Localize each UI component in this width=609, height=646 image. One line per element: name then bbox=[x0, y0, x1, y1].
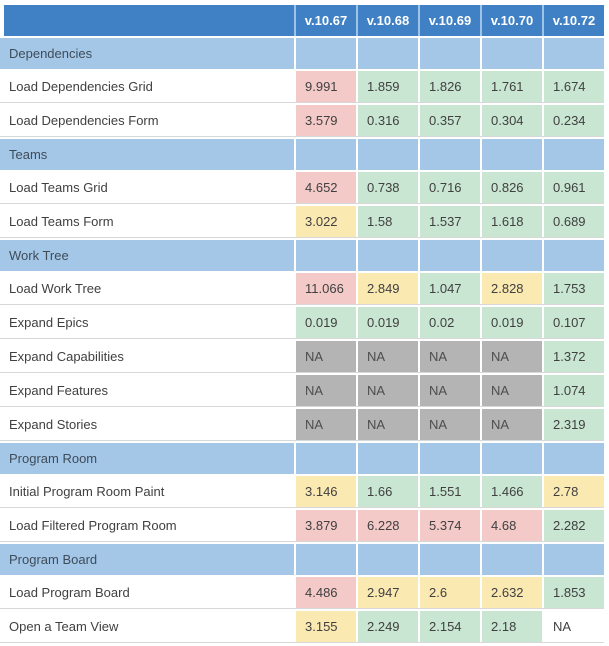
section-empty-cell bbox=[544, 240, 604, 271]
section-header-row bbox=[0, 240, 604, 271]
metric-value-cell: 0.02 bbox=[420, 307, 480, 338]
metric-row bbox=[0, 273, 604, 305]
metric-value-cell: 1.826 bbox=[420, 71, 480, 102]
metric-value-cell: 3.879 bbox=[296, 510, 356, 541]
version-column-header: v.10.69 bbox=[420, 5, 480, 36]
metric-value-cell: 2.828 bbox=[482, 273, 542, 304]
metric-value-cell: 2.249 bbox=[358, 611, 418, 642]
metric-value-cell: 1.58 bbox=[358, 206, 418, 237]
section-empty-cell bbox=[296, 443, 356, 474]
metric-value-cell: 1.466 bbox=[482, 476, 542, 507]
metric-value-cell: 2.947 bbox=[358, 577, 418, 608]
metric-row bbox=[0, 476, 604, 508]
metric-value-cell: 0.738 bbox=[358, 172, 418, 203]
metric-value-cell: 0.019 bbox=[358, 307, 418, 338]
section-empty-cell bbox=[482, 240, 542, 271]
section-header-row bbox=[0, 544, 604, 575]
metric-label: Load Work Tree bbox=[0, 273, 294, 304]
section-empty-cell bbox=[420, 139, 480, 170]
section-empty-cell bbox=[420, 38, 480, 69]
metric-value-cell: 2.849 bbox=[358, 273, 418, 304]
metric-value-cell: 3.146 bbox=[296, 476, 356, 507]
section-header-row bbox=[0, 139, 604, 170]
metric-value-cell: 2.78 bbox=[544, 476, 604, 507]
section-title: Work Tree bbox=[0, 240, 294, 271]
header-spacer-cell bbox=[4, 5, 294, 36]
version-column-header: v.10.70 bbox=[482, 5, 542, 36]
metric-label: Load Teams Form bbox=[0, 206, 294, 237]
metric-value-cell: NA bbox=[482, 375, 542, 406]
section-empty-cell bbox=[420, 240, 480, 271]
metric-label: Initial Program Room Paint bbox=[0, 476, 294, 507]
metric-value-cell: 0.019 bbox=[482, 307, 542, 338]
section-empty-cell bbox=[544, 139, 604, 170]
metric-value-cell: NA bbox=[482, 341, 542, 372]
section-empty-cell bbox=[420, 443, 480, 474]
metric-value-cell: NA bbox=[358, 409, 418, 440]
metric-value-cell: NA bbox=[296, 375, 356, 406]
metric-value-cell: NA bbox=[420, 375, 480, 406]
section-title: Teams bbox=[0, 139, 294, 170]
section-title: Dependencies bbox=[0, 38, 294, 69]
metric-value-cell: 2.154 bbox=[420, 611, 480, 642]
section-empty-cell bbox=[296, 544, 356, 575]
section-empty-cell bbox=[482, 544, 542, 575]
metric-value-cell: NA bbox=[358, 341, 418, 372]
section-empty-cell bbox=[358, 139, 418, 170]
metric-value-cell: 0.316 bbox=[358, 105, 418, 136]
metric-row bbox=[0, 611, 604, 643]
metric-row bbox=[0, 409, 604, 441]
metric-label: Open a Team View bbox=[0, 611, 294, 642]
metric-value-cell: 1.66 bbox=[358, 476, 418, 507]
metric-value-cell: NA bbox=[358, 375, 418, 406]
metric-value-cell: 3.579 bbox=[296, 105, 356, 136]
metric-value-cell: 6.228 bbox=[358, 510, 418, 541]
metric-value-cell: 1.047 bbox=[420, 273, 480, 304]
section-empty-cell bbox=[358, 240, 418, 271]
section-empty-cell bbox=[358, 38, 418, 69]
metric-value-cell: 1.761 bbox=[482, 71, 542, 102]
metric-row bbox=[0, 172, 604, 204]
metric-value-cell: 0.357 bbox=[420, 105, 480, 136]
section-empty-cell bbox=[482, 38, 542, 69]
section-empty-cell bbox=[482, 443, 542, 474]
metric-label: Load Program Board bbox=[0, 577, 294, 608]
metric-value-cell: 4.652 bbox=[296, 172, 356, 203]
metric-value-cell: 4.68 bbox=[482, 510, 542, 541]
metric-label: Load Teams Grid bbox=[0, 172, 294, 203]
metric-value-cell: 0.826 bbox=[482, 172, 542, 203]
metric-value-cell: 9.991 bbox=[296, 71, 356, 102]
metric-value-cell: NA bbox=[482, 409, 542, 440]
section-header-row bbox=[0, 38, 604, 69]
metric-value-cell: 2.18 bbox=[482, 611, 542, 642]
metric-value-cell: 2.319 bbox=[544, 409, 604, 440]
metric-label: Load Dependencies Grid bbox=[0, 71, 294, 102]
metric-value-cell: NA bbox=[296, 341, 356, 372]
version-column-header: v.10.68 bbox=[358, 5, 418, 36]
metric-label: Expand Stories bbox=[0, 409, 294, 440]
metric-row bbox=[0, 510, 604, 542]
metric-value-cell: 1.551 bbox=[420, 476, 480, 507]
metric-row bbox=[0, 105, 604, 137]
version-column-header: v.10.72 bbox=[544, 5, 604, 36]
section-empty-cell bbox=[420, 544, 480, 575]
metric-row bbox=[0, 341, 604, 373]
metric-label: Load Filtered Program Room bbox=[0, 510, 294, 541]
metric-value-cell: 1.853 bbox=[544, 577, 604, 608]
section-empty-cell bbox=[296, 139, 356, 170]
metric-value-cell: NA bbox=[420, 341, 480, 372]
metric-value-cell: 0.234 bbox=[544, 105, 604, 136]
metric-label: Load Dependencies Form bbox=[0, 105, 294, 136]
metric-value-cell: 3.155 bbox=[296, 611, 356, 642]
section-title: Program Room bbox=[0, 443, 294, 474]
metric-value-cell: 1.753 bbox=[544, 273, 604, 304]
section-empty-cell bbox=[544, 544, 604, 575]
metric-row bbox=[0, 307, 604, 339]
section-empty-cell bbox=[296, 240, 356, 271]
metric-row bbox=[0, 577, 604, 609]
metric-value-cell: 3.022 bbox=[296, 206, 356, 237]
table-body bbox=[0, 38, 609, 643]
section-empty-cell bbox=[482, 139, 542, 170]
section-empty-cell bbox=[358, 443, 418, 474]
metric-value-cell: 1.074 bbox=[544, 375, 604, 406]
section-empty-cell bbox=[544, 443, 604, 474]
metric-row bbox=[0, 71, 604, 103]
section-empty-cell bbox=[358, 544, 418, 575]
section-title: Program Board bbox=[0, 544, 294, 575]
metric-value-cell: NA bbox=[296, 409, 356, 440]
section-header-row bbox=[0, 443, 604, 474]
section-empty-cell bbox=[296, 38, 356, 69]
metric-value-cell: 0.689 bbox=[544, 206, 604, 237]
version-header-row bbox=[4, 5, 604, 36]
metric-value-cell: 2.6 bbox=[420, 577, 480, 608]
metric-value-cell: 1.618 bbox=[482, 206, 542, 237]
metric-value-cell: 1.537 bbox=[420, 206, 480, 237]
metric-value-cell: 2.632 bbox=[482, 577, 542, 608]
metric-value-cell: NA bbox=[420, 409, 480, 440]
metric-value-cell: 2.282 bbox=[544, 510, 604, 541]
metric-value-cell: 0.716 bbox=[420, 172, 480, 203]
metric-row bbox=[0, 375, 604, 407]
metric-row bbox=[0, 206, 604, 238]
metric-value-cell: 1.674 bbox=[544, 71, 604, 102]
metric-value-cell: NA bbox=[544, 611, 604, 642]
metric-value-cell: 4.486 bbox=[296, 577, 356, 608]
metric-value-cell: 0.107 bbox=[544, 307, 604, 338]
version-column-header: v.10.67 bbox=[296, 5, 356, 36]
metric-value-cell: 0.304 bbox=[482, 105, 542, 136]
metric-value-cell: 0.019 bbox=[296, 307, 356, 338]
section-empty-cell bbox=[544, 38, 604, 69]
metric-label: Expand Features bbox=[0, 375, 294, 406]
metric-label: Expand Capabilities bbox=[0, 341, 294, 372]
metric-value-cell: 0.961 bbox=[544, 172, 604, 203]
metric-value-cell: 1.859 bbox=[358, 71, 418, 102]
metric-value-cell: 11.066 bbox=[296, 273, 356, 304]
metric-label: Expand Epics bbox=[0, 307, 294, 338]
metric-value-cell: 1.372 bbox=[544, 341, 604, 372]
metric-value-cell: 5.374 bbox=[420, 510, 480, 541]
